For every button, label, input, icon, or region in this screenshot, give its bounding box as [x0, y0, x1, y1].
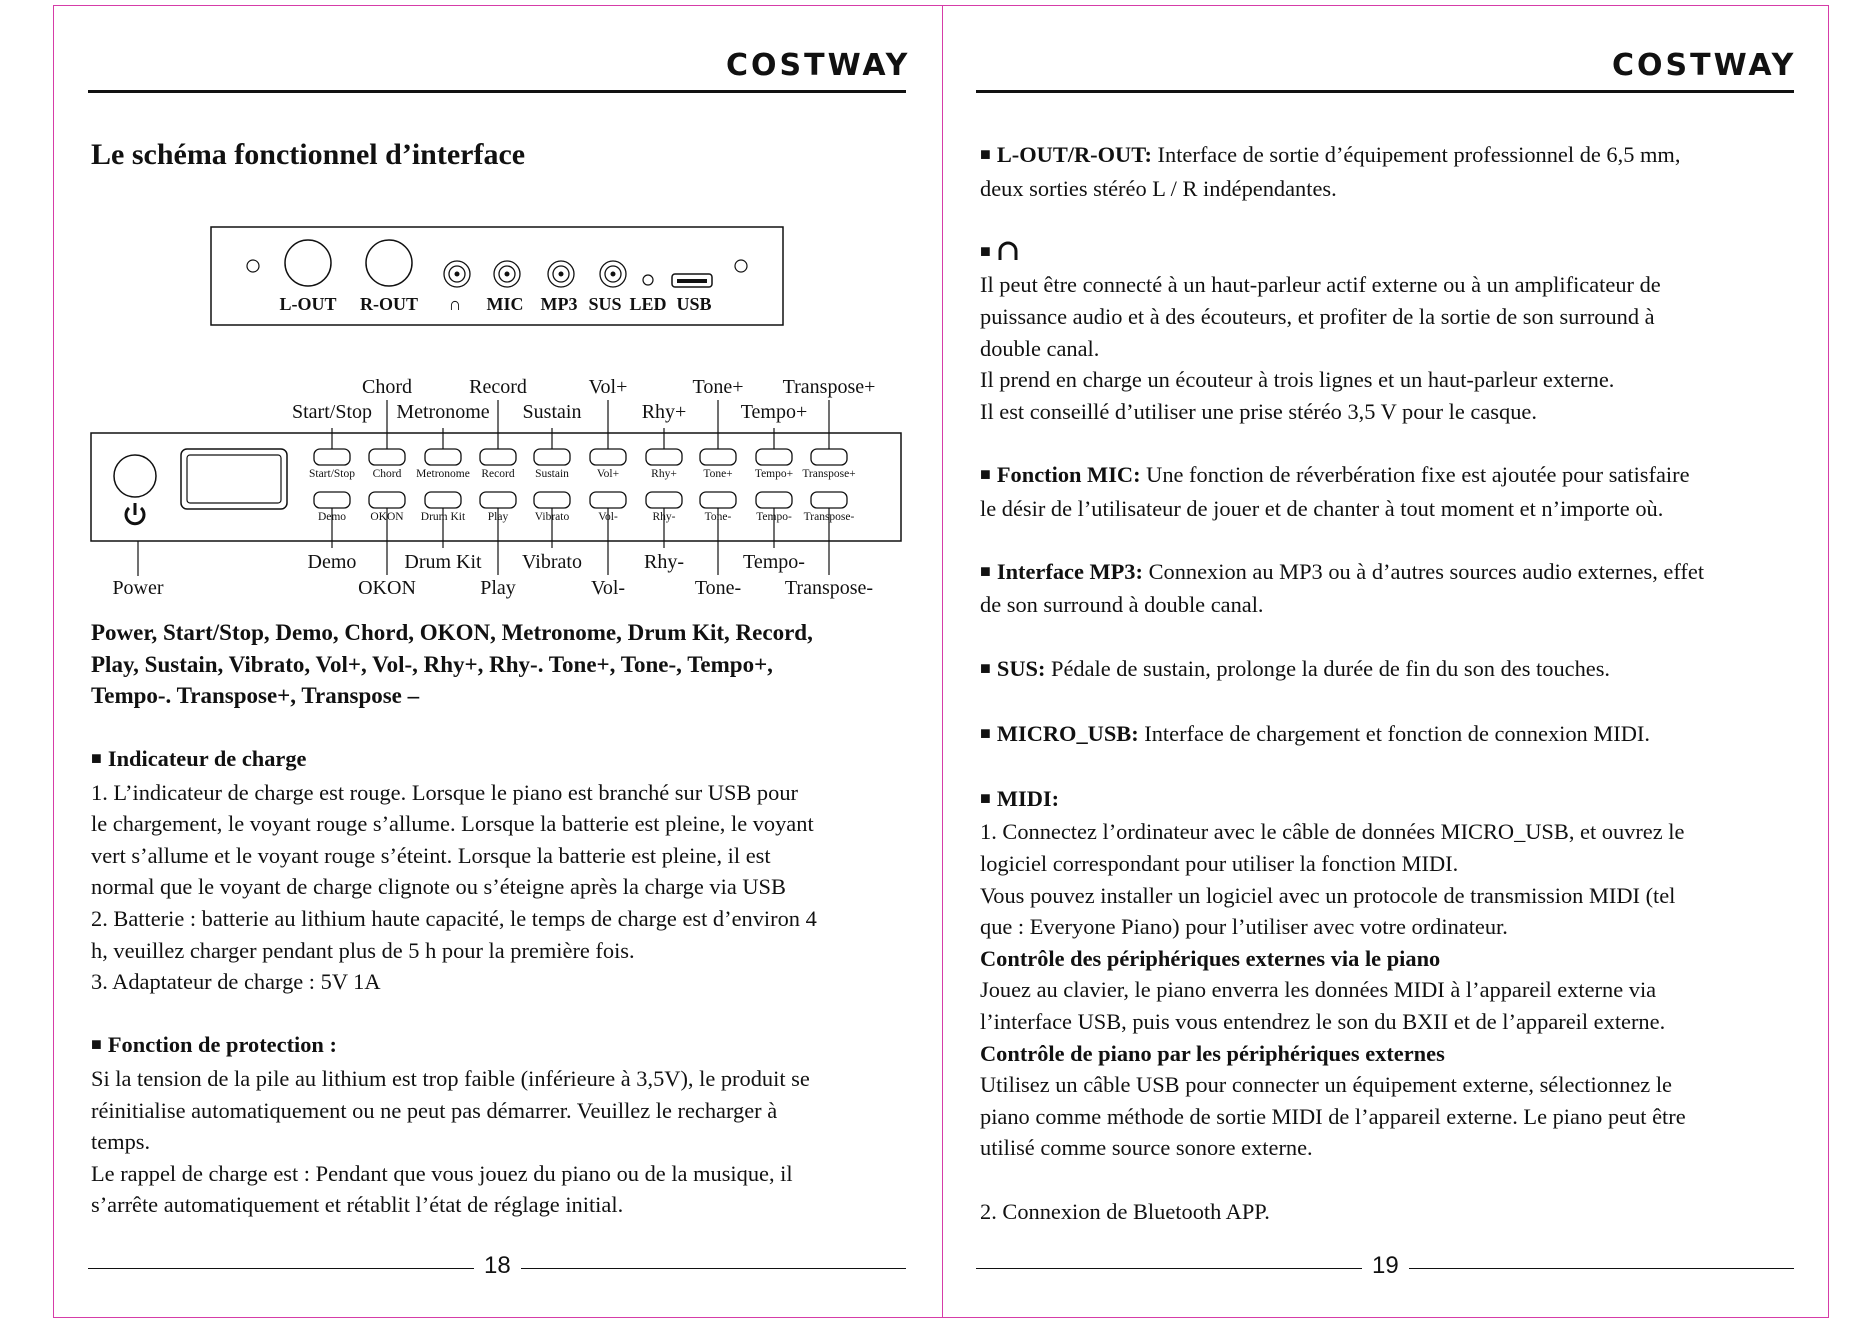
bullet-square-icon: ■: [980, 787, 991, 808]
brand-logo-right: COSTWAY: [1612, 48, 1797, 83]
button-label-chord: Chord: [372, 468, 402, 480]
protection-line: s’arrête automatiquement et rétablit l’état de réglage initial.: [91, 1192, 624, 1218]
protection-line: réinitialise automatiquement ou ne peut pas démarrer. Veuillez le recharger à: [91, 1097, 778, 1123]
callout-vol-plus: Vol+: [588, 376, 628, 398]
headphone-icon: [997, 240, 1019, 262]
charge-section: [91, 743, 817, 1221]
charge-line: 2. Batterie : batterie au lithium haute capacité, le temps de charge est d’environ 4: [91, 905, 817, 931]
power-knob: [114, 455, 156, 497]
button-transpose-plus: [811, 449, 847, 465]
midi-entry: [980, 783, 1704, 817]
callout-transpose-plus: Transpose+: [782, 376, 876, 398]
callout-tempo-minus: Tempo-: [743, 551, 805, 573]
bullet-square-icon: ■: [980, 463, 991, 484]
callout-tone-plus: Tone+: [692, 376, 744, 398]
bullet-square-icon: ■: [980, 657, 991, 678]
button-label-tone-minus: Tone-: [704, 511, 732, 523]
charge-line: 3. Adaptateur de charge : 5V 1A: [91, 969, 381, 995]
protection-line: temps.: [91, 1129, 151, 1155]
display-screen: [181, 449, 287, 509]
button-tone-minus: [700, 492, 736, 508]
bluetooth-line: 2. Connexion de Bluetooth APP.: [980, 1198, 1270, 1224]
mp3-entry: ■ Interface MP3: Connexion au MP3 ou à d’autres sources audio externes, effet: [980, 558, 1705, 584]
button-tone-plus: [700, 449, 736, 465]
bullet-square-icon: ■: [980, 722, 991, 743]
usb-label: MICRO_USB:: [996, 720, 1139, 746]
button-record: [480, 449, 516, 465]
midi-line: Vous pouvez installer un logiciel avec un protocole de transmission MIDI (tel: [980, 882, 1676, 908]
button-vol-minus: [590, 492, 626, 508]
summary-line: Play, Sustain, Vibrato, Vol+, Vol-, Rhy+, Rhy-. Tone+, Tone-, Tempo+,: [91, 651, 773, 677]
mic-line: le désir de l’utilisateur de jouer et de chanter à tout moment et n’importe où.: [980, 495, 1664, 521]
lout-line: deux sorties stéréo L / R indépendantes.: [980, 175, 1337, 201]
callout-rhy-plus: Rhy+: [641, 401, 687, 423]
callout-power: Power: [112, 577, 164, 599]
port-label-headphone: ∩: [448, 294, 462, 314]
charge-line: h, veuillez charger pendant plus de 5 h pour la première fois.: [91, 937, 635, 963]
protection-line: Le rappel de charge est : Pendant que vous jouez du piano ou de la musique, il: [91, 1160, 793, 1186]
port-label-sus: SUS: [588, 294, 622, 314]
header-rule-right: [976, 90, 1794, 93]
button-chord: [369, 449, 405, 465]
button-label-tempo-minus: Tempo-: [756, 511, 792, 523]
power-icon: [126, 503, 144, 524]
midi-line: logiciel correspondant pour utiliser la fonction MIDI.: [980, 851, 1459, 877]
usb-entry: ■ MICRO_USB: Interface de chargement et fonction de connexion MIDI.: [980, 720, 1650, 746]
button-transpose-minus: [811, 492, 847, 508]
button-summary: [91, 617, 813, 712]
charge-heading: ■ Indicateur de charge: [91, 746, 307, 771]
mp3-line: de son surround à double canal.: [980, 592, 1264, 618]
callout-sustain: Sustain: [522, 401, 582, 423]
callout-drum-kit: Drum Kit: [404, 551, 482, 573]
callout-start-stop: Start/Stop: [291, 401, 373, 423]
button-label-demo: Demo: [317, 511, 347, 523]
callout-play: Play: [480, 577, 516, 599]
button-rhy-minus: [646, 492, 682, 508]
button-label-rhy-plus: Rhy+: [651, 468, 677, 480]
button-metronome: [425, 449, 461, 465]
control-line: piano comme méthode de sortie MIDI de l’appareil externe. Le piano peut être: [980, 1103, 1686, 1129]
protection-heading: ■ Fonction de protection :: [91, 1032, 337, 1058]
button-label-tempo-plus: Tempo+: [754, 468, 794, 480]
button-okon: [369, 492, 405, 508]
button-label-vibrato: Vibrato: [534, 511, 570, 523]
callout-transpose-minus: Transpose-: [784, 577, 874, 599]
button-label-start-stop: Start/Stop: [308, 468, 356, 480]
protection-line: Si la tension de la pile au lithium est trop faible (inférieure à 3,5V), le produit se: [91, 1065, 810, 1091]
sus-label: SUS:: [996, 655, 1046, 681]
control-heading-2: Contrôle de piano par les périphériques externes: [980, 1040, 1445, 1066]
button-tempo-minus: [756, 492, 792, 508]
button-tempo-plus: [756, 449, 792, 465]
port-label-led: LED: [629, 294, 667, 314]
callout-vol-minus: Vol-: [590, 577, 626, 599]
headphone-line: Il est conseillé d’utiliser une prise stéréo 3,5 V pour le casque.: [980, 398, 1537, 424]
button-label-transpose-minus: Transpose-: [803, 511, 855, 523]
lout-entry: ■ L-OUT/R-OUT: Interface de sortie d’équipement professionnel de 6,5 mm,: [980, 142, 1681, 167]
button-vol-plus: [590, 449, 626, 465]
callout-okon: OKON: [358, 577, 416, 599]
button-label-vol-plus: Vol+: [596, 468, 620, 480]
button-sustain: [534, 449, 570, 465]
callout-chord: Chord: [362, 376, 412, 398]
lout-label: L-OUT/R-OUT:: [996, 142, 1152, 167]
button-start-stop: [314, 449, 350, 465]
control-line: Jouez au clavier, le piano enverra les données MIDI à l’appareil externe via: [980, 977, 1657, 1003]
headphone-line: puissance audio et à des écouteurs, et profiter de la sortie de son surround à: [980, 303, 1655, 329]
sus-entry: ■ SUS: Pédale de sustain, prolonge la durée de fin du son des touches.: [980, 655, 1611, 681]
headphone-line: Il peut être connecté à un haut-parleur actif externe ou à un amplificateur de: [980, 272, 1661, 298]
charge-line: le chargement, le voyant rouge s’allume. Lorsque la batterie est pleine, le voyant: [91, 811, 814, 837]
button-label-drum-kit: Drum Kit: [420, 511, 466, 523]
bullet-square-icon: ■: [980, 560, 991, 581]
button-label-play: Play: [487, 511, 509, 523]
charge-line: 1. L’indicateur de charge est rouge. Lorsque le piano est branché sur USB pour: [91, 779, 798, 805]
port-label-mp3: MP3: [540, 294, 578, 314]
control-panel-diagram: [0, 0, 950, 620]
summary-line: Power, Start/Stop, Demo, Chord, OKON, Metronome, Drum Kit, Record,: [91, 620, 813, 645]
midi-line: que : Everyone Piano) pour l’utiliser avec votre ordinateur.: [980, 914, 1508, 940]
callout-tone-minus: Tone-: [694, 577, 742, 599]
display-screen-inner: [187, 455, 281, 503]
bullet-square-icon: ■: [91, 748, 102, 768]
button-label-sustain: Sustain: [535, 468, 569, 480]
brand-logo-left: COSTWAY: [726, 48, 911, 83]
mp3-label: Interface MP3:: [996, 558, 1143, 584]
headphone-line: double canal.: [980, 335, 1100, 361]
callout-record: Record: [469, 376, 527, 398]
port-label-mic: MIC: [486, 294, 524, 314]
button-vibrato: [534, 492, 570, 508]
callout-metronome: Metronome: [396, 401, 490, 423]
midi-line: 1. Connectez l’ordinateur avec le câble de données MICRO_USB, et ouvrez le: [980, 819, 1685, 845]
button-label-okon: OKON: [370, 511, 404, 523]
page-title: Le schéma fonctionnel d’interface: [91, 138, 526, 171]
mic-label: Fonction MIC:: [996, 461, 1141, 487]
button-label-vol-minus: Vol-: [598, 511, 618, 523]
button-drum-kit: [425, 492, 461, 508]
button-label-record: Record: [481, 468, 515, 480]
control-heading-1: Contrôle des périphériques externes via le piano: [980, 945, 1441, 971]
control-line: l’interface USB, puis vous entendrez le son du BXII et de l’appareil externe.: [980, 1009, 1666, 1035]
button-demo: [314, 492, 350, 508]
callout-vibrato: Vibrato: [522, 551, 582, 573]
callout-tempo-plus: Tempo+: [740, 401, 808, 423]
callout-rhy-minus: Rhy-: [644, 551, 684, 573]
button-play: [480, 492, 516, 508]
page-number-right: 19: [1362, 1252, 1409, 1280]
button-label-transpose-plus: Transpose+: [802, 468, 856, 480]
port-label-rout: R-OUT: [360, 294, 418, 314]
button-label-tone-plus: Tone+: [703, 468, 733, 480]
callout-demo: Demo: [307, 551, 357, 573]
bullet-square-icon: ■: [980, 144, 991, 164]
bullet-square-icon: ■: [91, 1034, 102, 1055]
summary-line: Tempo-. Transpose+, Transpose –: [91, 683, 420, 709]
charge-line: vert s’allume et le voyant rouge s’éteint. Lorsque la batterie est pleine, il est: [91, 842, 771, 868]
button-rhy-plus: [646, 449, 682, 465]
button-label-rhy-minus: Rhy-: [652, 511, 676, 523]
control-line: utilisé comme source sonore externe.: [980, 1135, 1313, 1161]
headphone-entry: [980, 236, 1704, 270]
bullet-square-icon: ■: [980, 240, 991, 261]
page-number-left: 18: [474, 1252, 521, 1280]
charge-line: normal que le voyant de charge clignote ou s’éteigne après la charge via USB: [91, 874, 786, 900]
mic-entry: ■ Fonction MIC: Une fonction de réverbération fixe est ajoutée pour satisfaire: [980, 461, 1690, 487]
headphone-line: Il prend en charge un écouteur à trois lignes et un haut-parleur externe.: [980, 367, 1615, 393]
midi-label: MIDI:: [996, 785, 1060, 811]
port-label-usb: USB: [676, 294, 712, 314]
button-label-metronome: Metronome: [416, 468, 470, 480]
right-page-content: [980, 139, 1704, 1227]
port-label-lout: L-OUT: [279, 294, 337, 314]
control-line: Utilisez un câble USB pour connecter un équipement externe, sélectionnez le: [980, 1072, 1672, 1098]
